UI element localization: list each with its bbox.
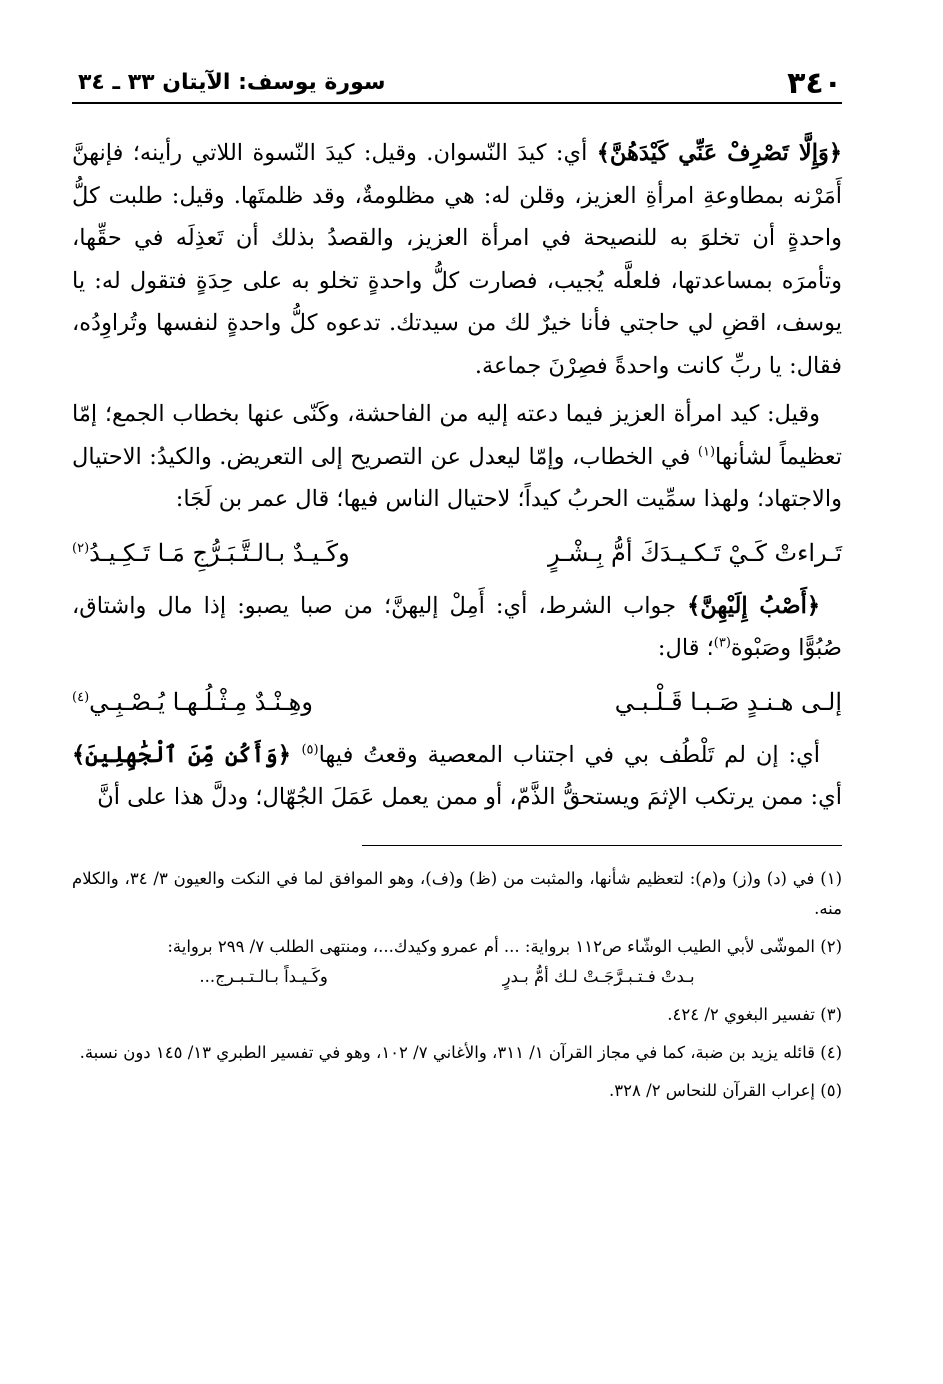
page-number: ٣٤٠	[787, 66, 842, 101]
paragraph-1	[72, 132, 842, 387]
paragraph-4	[72, 734, 842, 819]
quran-verse: ﴿وَأَكُن مِّنَ ٱلْجَٰهِلِينَ﴾	[72, 741, 302, 768]
paragraph-2	[72, 393, 842, 521]
footnote-5: (٥) إعراب القرآن للنحاس ٢/ ٣٢٨.	[609, 1080, 842, 1100]
poetry-verse-1	[72, 527, 842, 579]
footnote-separator	[362, 845, 842, 846]
verse-first-hemistich: إلـى هـنـدٍ صَـبـا قَـلْـبـي	[614, 687, 842, 716]
paragraph-text: جواب الشرط، أي: أَمِلْ إليهنَّ؛ من صبا يصبو: إذا مال واشتاق، صُبُوًّا وصَبْوة	[72, 592, 842, 661]
quran-verse: ﴿وَإِلَّا تَصْرِفْ عَنِّي كَيْدَهُنَّ﴾	[596, 140, 842, 166]
footnote-ref-4[interactable]: (٤)	[72, 689, 90, 705]
verse-second-hemistich: وهِـنْـدٌ مِـثْـلُـهـا يُـصْـبِـي$^{(٤)}$	[72, 687, 313, 716]
verse-second-hemistich: وكَـيـدٌ بـالـتَّـبَـرُّجِ مَـا تَـكِـيـدُ$^{(٢)}$	[72, 538, 350, 567]
footnotes	[72, 864, 842, 1106]
book-page	[72, 62, 842, 1114]
footnote-ref-3[interactable]: (٣)	[713, 635, 731, 651]
footnote-2: (٢) الموشّى لأبي الطيب الوشّاء ص١١٢ برواية: ... أم عمرو وكيدك...، ومنتهى الطلب ٧/ ٢٩٩ برواية:	[167, 936, 842, 956]
poetry-verse-2	[72, 676, 842, 728]
footnote-4: (٤) قائله يزيد بن ضبة، كما في مجاز القرآن ١/ ٣١١، والأغاني ٧/ ١٠٢، وهو في تفسير الطبري ١٣/ ١٤٥ دون نسبة.	[79, 1042, 842, 1062]
page-header	[72, 62, 842, 104]
paragraph-text: وقيل: كيد امرأة العزيز فيما دعته إليه من الفاحشة، وكَنّى عنها بخطاب الجمع؛ إمّا تعظيماً لشأنها	[72, 401, 842, 470]
paragraph-text: ؛ قال:	[657, 635, 714, 661]
verse-first-hemistich: تَـراءتْ كَـيْ تَـكـيـدَكَ أمُّ بِـشْـرٍ	[547, 538, 842, 567]
footnote-verse-first-hemistich: بـدتْ فـتـبـرَّجَـتْ لـك أمُّ بـدرٍ	[502, 966, 695, 986]
paragraph-text: أي: إن لم تَلْطُف بي في اجتناب المعصية وقعتُ فيها	[318, 741, 820, 768]
footnote-2-verse	[72, 962, 842, 992]
quran-verse: ﴿أَصْبُ إِلَيْهِنَّ﴾	[687, 592, 820, 619]
footnote-verse-second-hemistich: وكَـيـداً بـالـتـبـرج...	[199, 966, 328, 986]
main-text	[72, 132, 842, 819]
footnote-1: (١) في (د) و(ز) و(م): لتعظيم شأنها، والمثبت من (ظ) و(ف)، وهو الموافق لما في النكت والعيون ٣/ ٣٤، والكلام منه.	[72, 868, 842, 918]
footnote-3: (٣) تفسير البغوي ٢/ ٤٢٤.	[667, 1004, 842, 1024]
paragraph-text: أي: كيدَ النّسوان. وقيل: كيدَ النّسوة اللاتي رأينه؛ فإنهنَّ أَمَرْنه بمطاوعةِ امرأةِ العزيز، وقلن له: هي مظلومةٌ، وقد ظلمتَها. وقيل: طلبت كلُّ واحدةٍ أن تخلوَ به للنصيحة في امرأة العزيز، والقصدُ بذلك أن تَعذِلَه في حقِّها، وتأمرَه بمساعدتها، فلعلَّه يُجيب، فصارت كلُّ واحدةٍ تخلو به على حِدَةٍ فتقول له: يا يوسف، اقضِ لي حاجتي فأنا خيرٌ لك من سيدتك. تدعوه كلُّ واحدةٍ لنفسها وتُراوِدُه، فقال: يا ربِّ كانت واحدةً فصِرْنَ جماعة.	[72, 140, 842, 379]
footnote-ref-5[interactable]: (٥)	[301, 742, 319, 757]
paragraph-text: في الخطاب، وإمّا ليعدل عن التصريح إلى التعريض. والكيدُ: الاحتيال والاجتهاد؛ ولهذا سمِّيت الحربُ كيداً؛ لاحتيال الناس فيها؛ قال عمر بن لَجَا:	[72, 443, 842, 512]
paragraph-3	[72, 585, 842, 670]
footnote-ref-1[interactable]: (١)	[697, 444, 716, 459]
footnote-ref-2[interactable]: (٢)	[72, 540, 90, 556]
paragraph-text: أي: ممن يرتكب الإثمَ ويستحقُّ الذَّمّ، أو ممن يعمل عَمَلَ الجُهّال؛ ودلَّ هذا على أنَّ	[97, 784, 842, 810]
running-title: سورة يوسف: الآيتان ٣٣ ـ ٣٤	[78, 70, 386, 95]
